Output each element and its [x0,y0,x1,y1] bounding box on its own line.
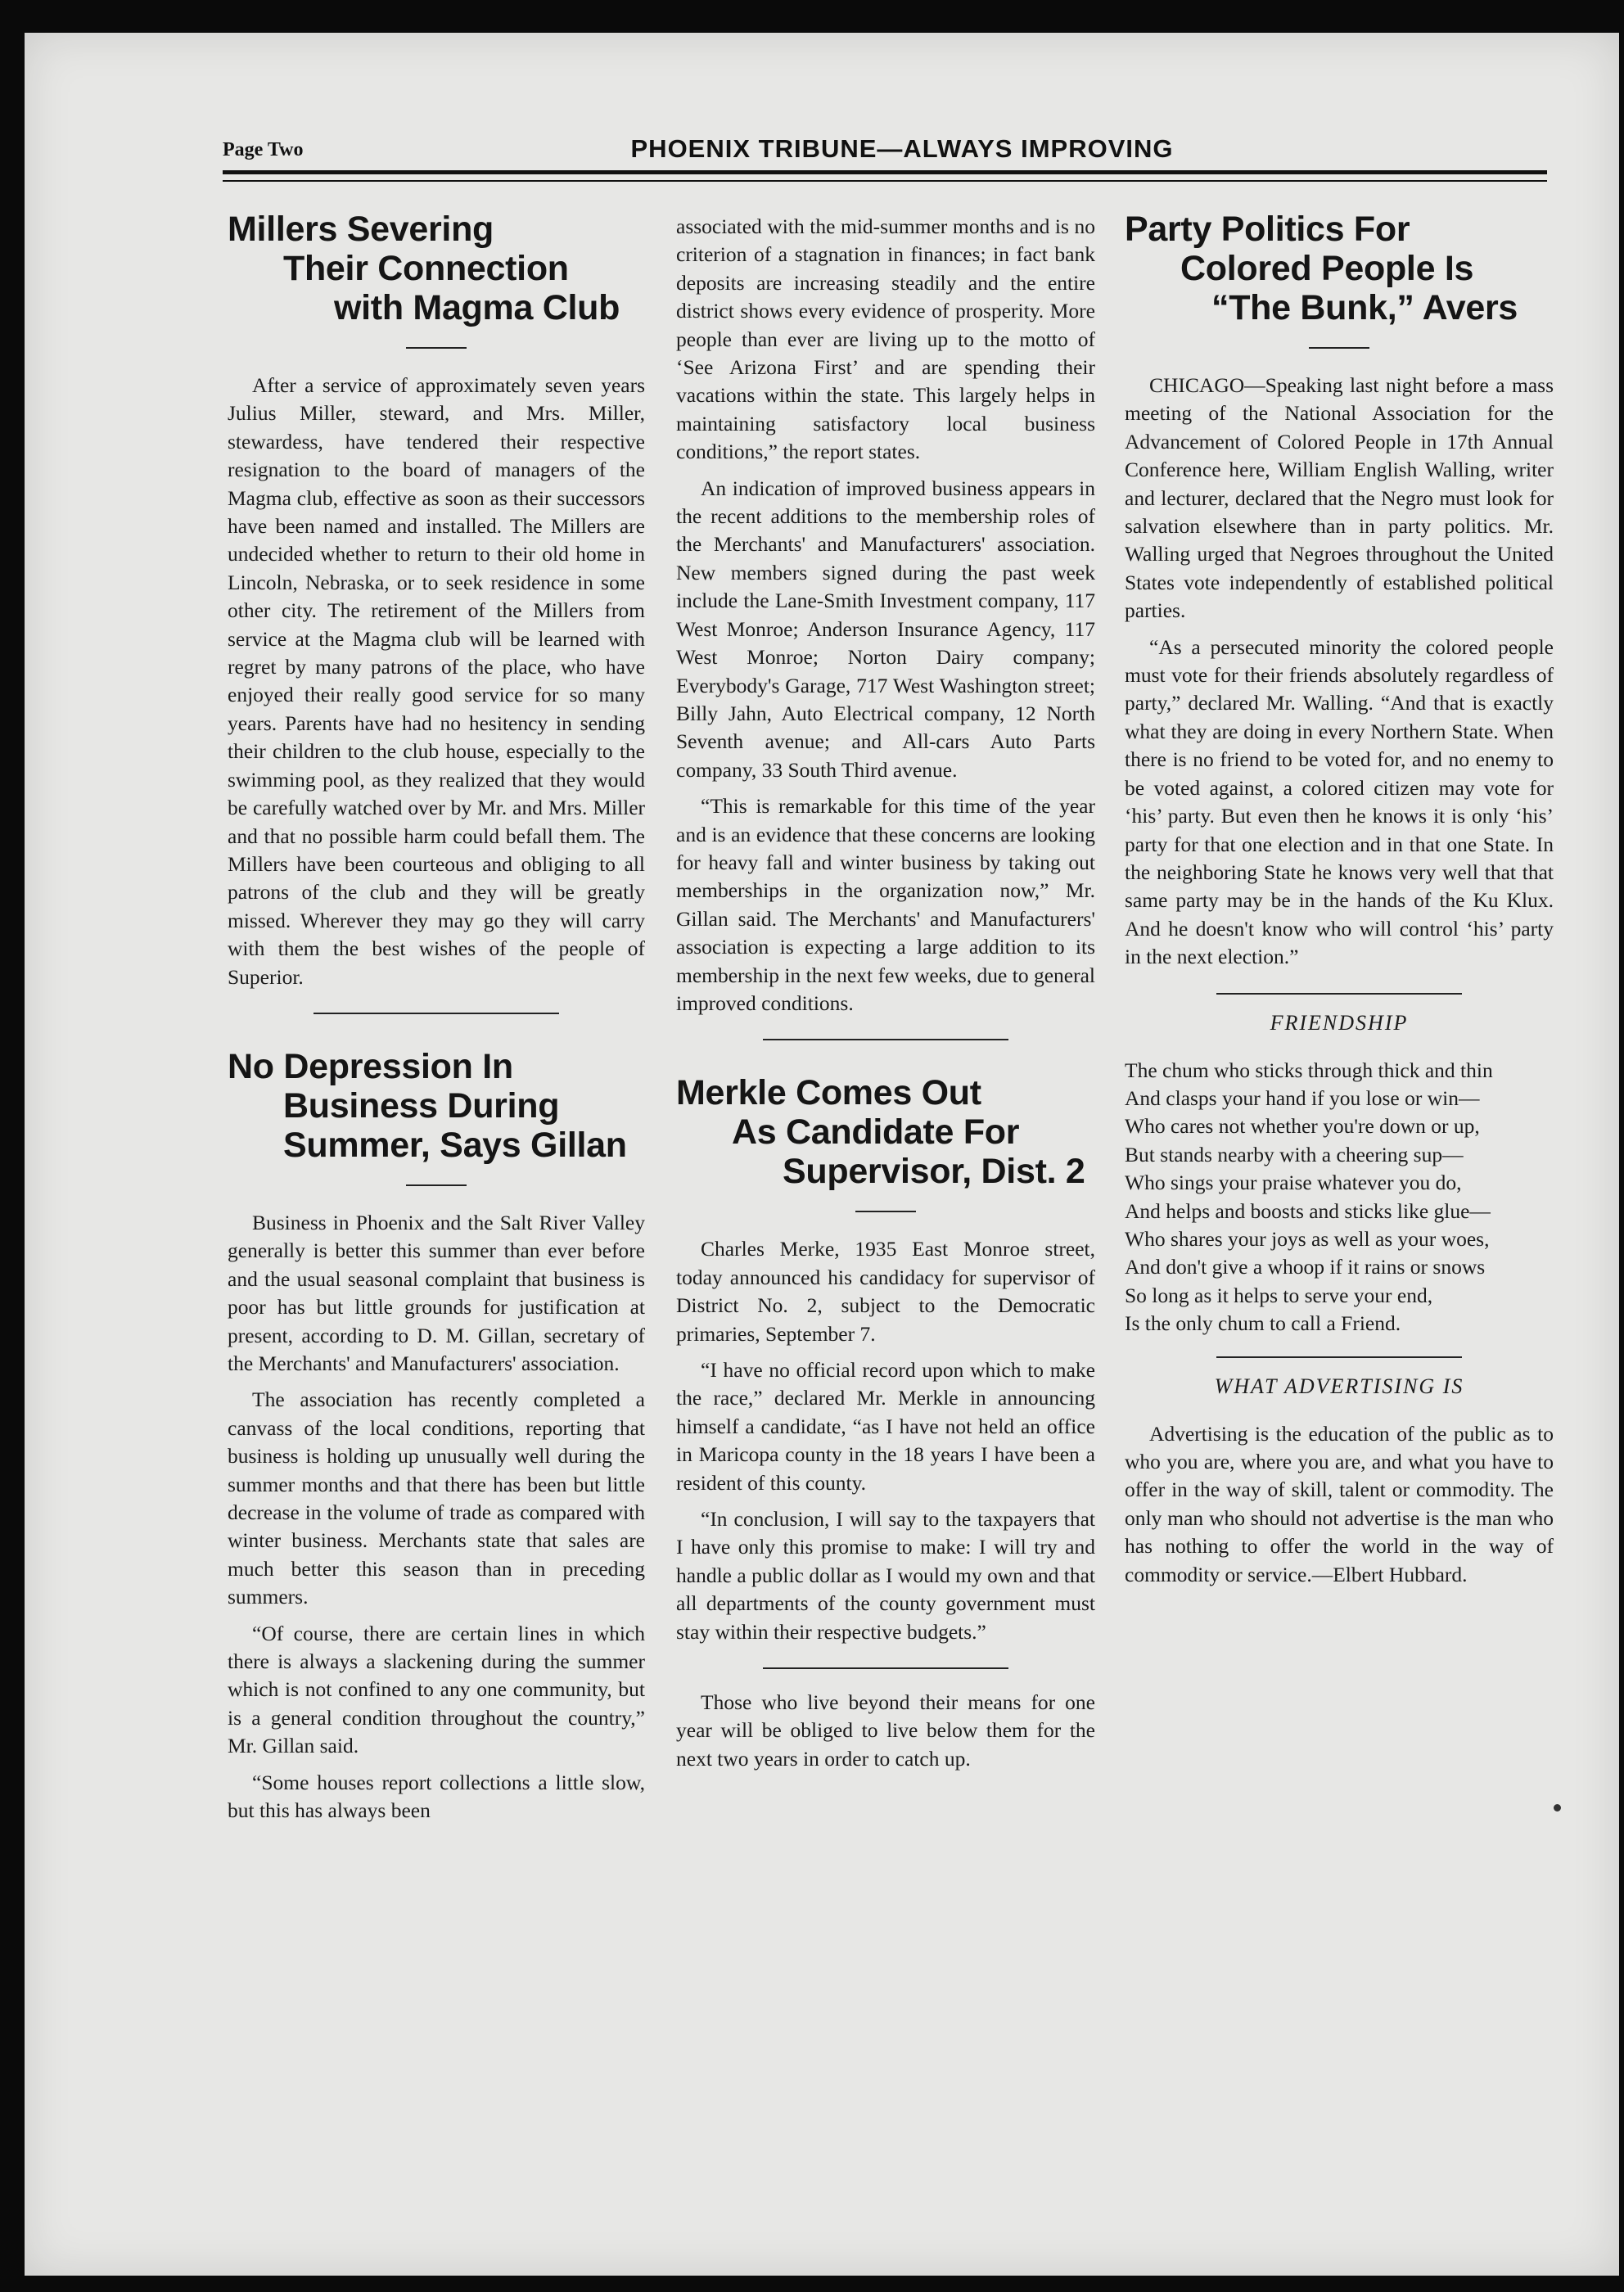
poem-title: FRIENDSHIP [1270,1010,1409,1035]
article-paragraph: “I have no official record upon which to make the race,” declared Mr. Merkle in announcing himself a candidate, “as I have not held an office in Maricopa county in the 18 years I have been a resident of this county. [676,1358,1095,1495]
headline-line: “The Bunk,” Avers [1211,288,1518,327]
headline-line: Colored People Is [1180,249,1474,288]
poem-line: The chum who sticks through thick and thin [1125,1058,1493,1082]
article-paragraph: An indication of improved business appears in the recent additions to the membership roles of the Merchants' and Manufacturers' association. New members signed during the past week include the Lane-Smith Investment company, 117 West Monroe; Anderson Insurance Agency, 117 West Monroe; Norton Dairy company; Everybody's Garage, 717 West Washington street; Billy Jahn, Auto Electrical company, 12 North Seventh avenue; and All-cars Auto Parts company, 33 South Third avenue. [676,476,1095,782]
headline-dash [855,1211,916,1212]
headline-line: As Candidate For [732,1112,1020,1153]
article-paragraph: “Some houses report collections a little slow, but this has always been [228,1770,645,1823]
headline-millers [228,210,645,327]
ink-speck [1554,1804,1561,1811]
filler-paragraph: Those who live beyond their means for one year will be obliged to live below them for the next two years in order to catch up. [676,1690,1095,1771]
headline-line: with Magma Club [334,288,620,327]
header-rule-thick [223,170,1547,174]
section-title-advertising: WHAT ADVERTISING IS [1214,1374,1464,1398]
masthead: PHOENIX TRIBUNE—ALWAYS IMPROVING [630,134,1174,163]
article-paragraph: “This is remarkable for this time of the year and is an evidence that these concerns are looking for heavy fall and winter business by taking out memberships in the organization now,” Mr. Gillan said. The Merchants' and Manufacturers' association is expecting a large addition to its membership in the next few weeks, due to general improved conditions. [676,794,1095,1015]
poem-line: So long as it helps to serve your end, [1125,1283,1433,1307]
headline-line: Party Politics For [1125,210,1410,249]
article-divider [1216,993,1462,995]
headline-dash [406,347,467,349]
poem-line: Is the only chum to call a Friend. [1125,1311,1401,1336]
column-1 [228,210,645,1833]
article-paragraph: After a service of approximately seven years Julius Miller, steward, and Mrs. Miller, stewardess, have tendered their respective resignation to the board of managers of the Magma club, effective as soon as their successors have been named and installed. The Millers are undecided whether to return to their old home in Lincoln, Nebraska, or to seek residence in some other city. The retirement of the Millers from service at the Magma club will be learned with regret by many patrons of the place, who have enjoyed their really good service for so many years. Parents have had no hesitency in sending their children to the club house, especially to the swimming pool, as they realized that they would be carefully watched over by Mr. and Mrs. Miller and that no possible harm could befall them. The Millers have been courteous and obliging to all patrons of the club and they will be greatly missed. Wherever they may go they will carry with them the best wishes of the people of Superior. [228,373,645,989]
headline-line: Millers Severing [228,210,494,249]
header-rule-thin [223,180,1547,182]
article-paragraph: Charles Merke, 1935 East Monroe street, today announced his candidacy for supervisor of District No. 2, subject to the Democratic primaries, September 7. [676,1237,1095,1346]
article-paragraph: “In conclusion, I will say to the taxpayers that I have only this promise to make: I will try and handle a public dollar as I would my own and that all departments of the county government must stay within their respective budgets.” [676,1507,1095,1644]
page-header [223,134,1547,167]
poem-line: Who cares not whether you're down or up, [1125,1114,1480,1139]
headline-line: Supervisor, Dist. 2 [783,1152,1085,1192]
column-3 [1125,210,1554,1597]
article-paragraph: “Of course, there are certain lines in which there is always a slackening during the summer which is not confined to any one community, but is a general condition throughout the country,” Mr. Gillan said. [228,1621,645,1758]
poem-line: And helps and boosts and sticks like glue— [1125,1198,1491,1223]
article-divider [314,1013,559,1014]
headline-line: Their Connection [283,249,569,288]
headline-dash [1309,347,1369,349]
poem-line: And don't give a whoop if it rains or snows [1125,1255,1486,1279]
article-paragraph: “As a persecuted minority the colored people must vote for their friends absolutely regardless of party,” declared Mr. Walling. “And that is exactly what they are doing in every Northern State. When there is no friend to be voted for, and no enemy to be voted against, a colored citizen may vote for ‘his’ party. But even then he knows it is only ‘his’ party for that one election and in that one State. In the neighboring State he knows very well that that same party may be in the hands of the Ku Klux. And he doesn't know who will control ‘his’ party in the next election.” [1125,634,1554,969]
article-paragraph: Advertising is the education of the public as to who you are, where you are, and what you have to offer in the way of skill, talent or commodity. The only man who should not advertise is the man who has nothing to offer the world in the way of commodity or service.—Elbert Hubbard. [1125,1421,1554,1586]
article-divider [763,1039,1008,1040]
article-divider [1216,1356,1462,1358]
headline-line: Summer, Says Gillan [283,1125,627,1165]
article-divider [763,1667,1008,1669]
article-paragraph: CHICAGO—Speaking last night before a mass meeting of the National Association for the Advancement of Colored People in 17th Annual Conference here, William English Walling, writer and lecturer, declared that the Negro must look for salvation elsewhere than in party politics. Mr. Walling urged that Negroes throughout the United States vote independently of established political parties. [1125,373,1554,623]
article-paragraph: Business in Phoenix and the Salt River Valley generally is better this summer than ever before and the usual seasonal complaint that business is poor has but little grounds for justification at present, according to D. M. Gillan, secretary of the Merchants' and Manufacturers' association. [228,1210,645,1375]
article-paragraph-continued: associated with the mid-summer months and is no criterion of a stagnation in finances; in fact bank deposits are increasing steadily and the entire district shows every evidence of prosperity. More people than ever are living up to the motto of ‘See Arizona First’ and are spending their vacations within the state. This largely helps in maintaining satisfactory local business conditions,” the report states. [676,214,1095,464]
poem-friendship [1125,1057,1554,1338]
page-number-label: Page Two [223,139,304,160]
headline-politics [1125,210,1554,327]
poem-line: Who sings your praise whatever you do, [1125,1171,1462,1195]
headline-line: Merkle Comes Out [676,1073,981,1113]
poem-line: Who shares your joys as well as your woes, [1125,1226,1490,1251]
headline-line: Business During [283,1085,560,1126]
poem-line: And clasps your hand if you lose or win— [1125,1085,1480,1110]
column-2 [676,213,1095,1781]
article-paragraph: The association has recently completed a canvass of the local conditions, reporting that business is holding up unusually well during the summer months and that there has been but little decrease in the volume of trade as compared with winter business. Merchants state that sales are much better this season than in preceding summers. [228,1387,645,1609]
headline-line: No Depression In [228,1046,513,1086]
poem-line: But stands nearby with a cheering sup— [1125,1142,1464,1166]
headline-dash [406,1184,467,1186]
headline-merkle [676,1073,1095,1191]
headline-gillan [228,1047,645,1165]
